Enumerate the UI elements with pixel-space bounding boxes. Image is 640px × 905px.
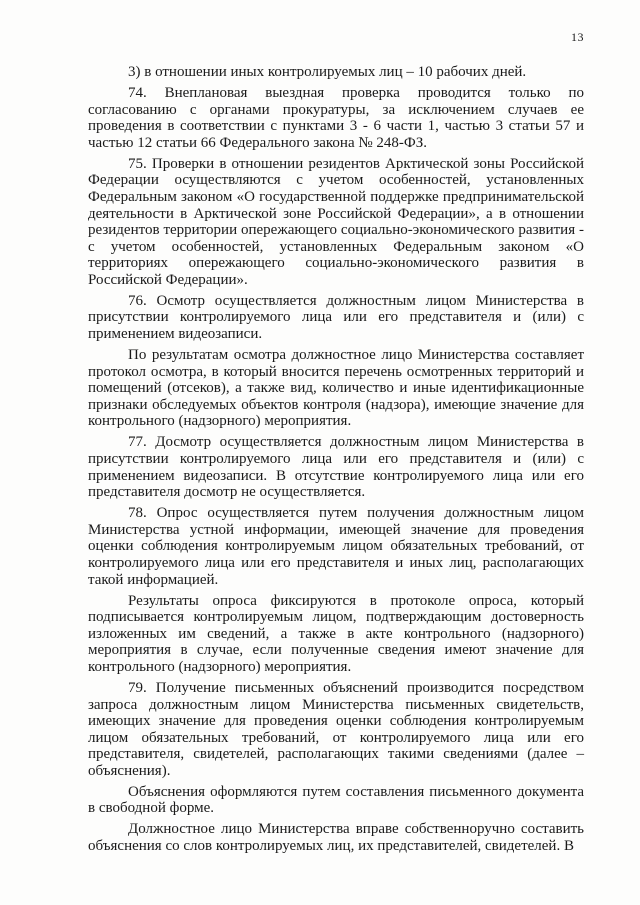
paragraph: Результаты опроса фиксируются в протоколе опроса, который подписывается контролируемым лицом, подтверждающим достоверность изложенных им сведений, а также в акте контрольного (надзорного) мероприятия в случае, если полученные сведения имеют значение для контрольного (надзорного) мероприятия.: [88, 592, 584, 675]
paragraph: 77. Досмотр осуществляется должностным лицом Министерства в присутствии контролируемого лица или его представителя и (или) с применением видеозаписи. В отсутствие контролируемого лица или его представителя досмотр не осуществляется.: [88, 434, 584, 501]
paragraph: 74. Внеплановая выездная проверка проводится только по согласованию с органами прокуратуры, за исключением случаев ее проведения в соответствии с пунктами 3 - 6 части 1, частью 3 статьи 57 и частью 12 статьи 66 Федерального закона № 248-ФЗ.: [88, 84, 584, 151]
paragraph: 3) в отношении иных контролируемых лиц – 10 рабочих дней.: [128, 64, 527, 80]
paragraph: По результатам осмотра должностное лицо Министерства составляет протокол осмотра, в который вносится перечень осмотренных территорий и помещений (отсеков), а также вид, количество и иные идентификационные признаки обследуемых объектов контроля (надзора), имеющие значение для контрольного (надзорного) мероприятия.: [88, 347, 584, 430]
paragraph: 75. Проверки в отношении резидентов Арктической зоны Российской Федерации осуществляются с учетом особенностей, установленных Федеральным законом «О государственной поддержке предпринимательской деятельности в Арктической зоне Российской Федерации», а в отношении резидентов территории опережающего социально-экономического развития - с учетом особенностей, установленных Федеральным законом «О территориях опережающего социально-экономического развития в Российской Федерации».: [88, 155, 584, 288]
paragraph: Должностное лицо Министерства вправе собственноручно составить объяснения со слов контролируемых лиц, их представителей, свидетелей. В: [88, 821, 584, 855]
paragraph: 79. Получение письменных объяснений производится посредством запроса должностным лицом Министерства письменных свидетельств, имеющих значение для проведения оценки соблюдения контролируемым лицом обязательных требований, от контролируемого лица или его представителя, свидетелей, располагающих такими сведениями (далее – объяснения).: [88, 679, 584, 779]
document-body: [88, 64, 584, 859]
paragraph: Объяснения оформляются путем составления письменного документа в свободной форме.: [88, 783, 584, 817]
paragraph: 78. Опрос осуществляется путем получения должностным лицом Министерства устной информации, имеющей значение для проведения оценки соблюдения контролируемым лицом обязательных требований, от контролируемого лица или его представителя и иных лиц, располагающих такой информацией.: [88, 505, 584, 588]
paragraph: 76. Осмотр осуществляется должностным лицом Министерства в присутствии контролируемого лица или его представителя и (или) с применением видеозаписи.: [88, 292, 584, 343]
page-number: 13: [571, 30, 584, 44]
